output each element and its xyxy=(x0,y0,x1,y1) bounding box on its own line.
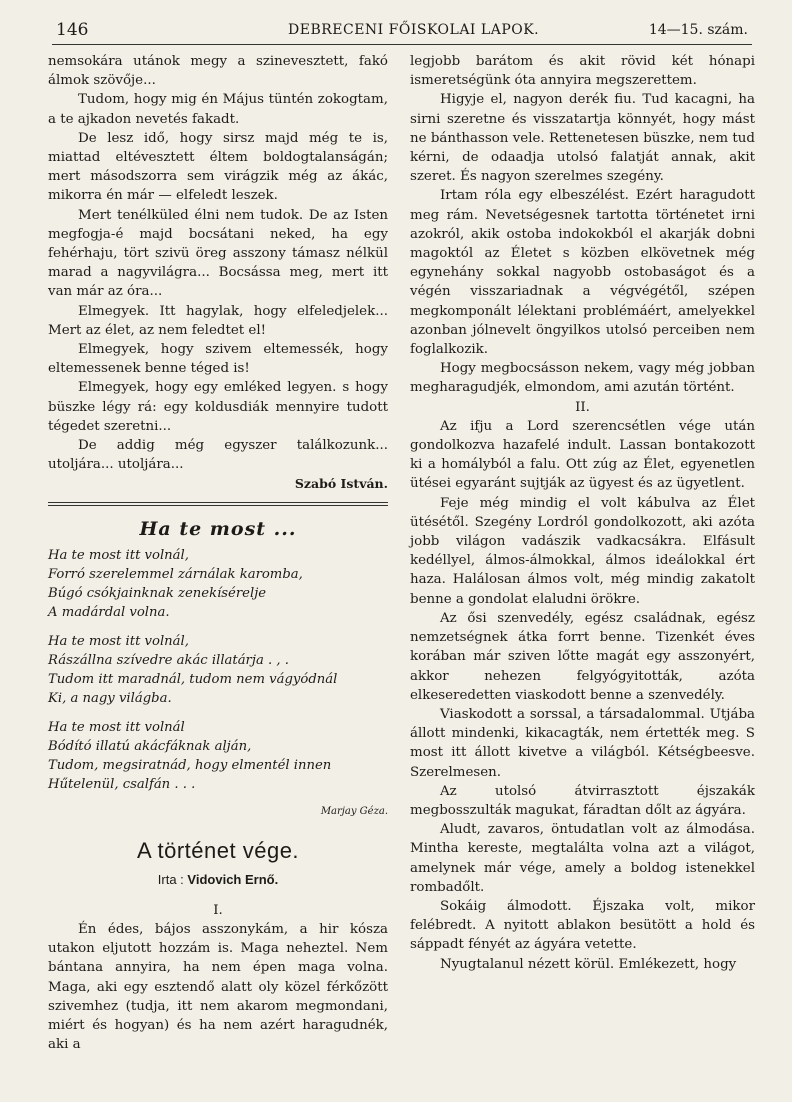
paragraph: nemsokára utánok megy a szinevesztett, fakó álmok szövője... xyxy=(48,54,388,89)
poem-line: Ha te most itt volnál, xyxy=(48,633,189,649)
story-body-left xyxy=(48,920,388,1054)
story-author xyxy=(48,870,388,889)
paragraph: Az ifju a Lord szerencsétlen vége után gondolkozva hazafelé indult. Lassan bontakozott ki a homályból a falu. Ott zúg az Élet, egyenetlen ütései egyaránt sujtják az ügyest és az ügyetlent. xyxy=(410,418,755,492)
author-name: Vidovich Ernő. xyxy=(187,871,279,887)
poem-line: Rászállna szívedre akác illatárja . , . xyxy=(48,652,289,668)
section-number-2: II. xyxy=(575,399,590,415)
poem-signature: Marjay Géza. xyxy=(320,805,388,817)
paragraph: Én édes, bájos asszonykám, a hir kósza utakon eljutott hozzám is. Maga neheztel. Nem bántana annyira, ha nem épen maga volna. Maga, aki egy esztendő alatt oly közel férkőzött szivemhez (tudja, itt nem akarom megmondani, miért és hogyan) és ha nem azért haragudnék, aki a xyxy=(48,922,388,1053)
poem-line: Ki, a nagy világba. xyxy=(48,690,172,706)
poem-line: Ha te most itt volnál, xyxy=(48,547,189,563)
paragraph: Irtam róla egy elbeszélést. Ezért haragudott meg rám. Nevetségesnek tartotta történetet irni azokról, akik ostoba indokokból el akarják dobni magoktól az Életet s közben elkövetnek még egynehány sokkal nagyobb ostobaságot és a végén visszariadnak a végvégétől, szépen megkomponált lélektani problémáért, amelyekkel azonban jólnevelt öngyilkos utolsó perceiben nem foglalkozik. xyxy=(410,188,755,358)
paragraph: Hogy megbocsásson nekem, vagy még jobban megharagudjék, elmondom, ami azután történt. xyxy=(410,361,755,396)
paragraph: Mert tenélküled élni nem tudok. De az Isten megfogja-é majd bocsátani neked, ha egy fehérhaju, tört szivü öreg asszony támasz nélkül marad a nagyvilágra... Bocsássa meg, mert itt van már az óra... xyxy=(48,207,388,300)
paragraph: Aludt, zavaros, öntudatlan volt az álmodása. Mintha kereste, megtalálta volna azt a világot, amelynek már vége, amely a boldog istenekkel rombadőlt. xyxy=(410,822,755,895)
poem xyxy=(48,546,388,794)
section-divider xyxy=(48,502,388,506)
paragraph: De addig még egyszer találkozunk... utoljára... utoljára... xyxy=(48,438,388,473)
paragraph: Az ősi szenvedély, egész családnak, egész nemzetségnek átka forrt benne. Tizenkét éves korában már sziven lőtte magát egy asszonyért, akkor nehezen felgyógyitották, azóta elkeseredetten viaskodott benne a szenvedély. xyxy=(410,610,755,703)
poem-line: Búgó csókjainknak zenekísérelje xyxy=(48,585,267,601)
story-title: A történet vége. xyxy=(136,837,300,863)
page-number: 146 xyxy=(56,20,89,40)
poem-line: Hűtelenül, csalfán . . . xyxy=(48,776,196,792)
story-body-right-part-2 xyxy=(410,417,755,974)
paragraph: legjobb barátom és akit rövid két hónapi ismeretségünk óta annyira megszerettem. xyxy=(410,54,755,89)
poem-line: Forró szerelemmel zárnálak karomba, xyxy=(48,566,303,582)
paragraph: Sokáig álmodott. Éjszaka volt, mikor felébredt. A nyitott ablakon besütött a hold és sáppadt fényét az ágyára vetette. xyxy=(410,898,755,953)
issue-number: 14—15. szám. xyxy=(648,22,748,38)
page-header xyxy=(56,18,748,42)
paragraph: Elmegyek, hogy egy emléked legyen. s hogy büszke légy rá: egy koldusdiák mennyire tudott tégedet szeretni... xyxy=(48,380,388,434)
paragraph: Tudom, hogy mig én Május tüntén zokogtam, a te ajkadon nevetés fakadt. xyxy=(48,92,388,127)
poem-line: A madárdal volna. xyxy=(48,604,170,620)
paragraph: Az utolsó átvirrasztott éjszakák megbosszulták magukat, fáradtan dőlt az ágyára. xyxy=(410,783,755,818)
journal-title: DEBRECENI FŐISKOLAI LAPOK. xyxy=(288,22,540,38)
paragraph: Elmegyek. Itt hagylak, hogy elfeledjelek... Mert az élet, az nem feledtet el! xyxy=(48,303,388,338)
paragraph: Feje még mindig el volt kábulva az Élet ütésétől. Szegény Lordról gondolkozott, aki azóta jobb világon vadászik vadkacsákra. Elfásult kedéllyel, álmos-álmokkal, álmos ideálokkal ért haza. Halálosan álmos volt, még mindig zakatolt benne a gondolat elaludni örökre. xyxy=(410,495,755,607)
poem-stanza xyxy=(48,632,388,708)
poem-stanza xyxy=(48,718,388,794)
author-prefix: Irta : xyxy=(157,871,184,887)
right-column xyxy=(410,52,755,974)
poem-line: Tudom itt maradnál, tudom nem vágyódnál xyxy=(48,671,338,687)
paragraph: Nyugtalanul nézett körül. Emlékezett, hogy xyxy=(440,956,737,972)
story-body-right-part-1 xyxy=(410,52,755,398)
paragraph: Higyje el, nagyon derék fiu. Tud kacagni, ha sirni szeretne és visszatartja könnyét, hogy mást ne bánthasson vele. Rettenetesen büszke, nem tud kérni, de odaadja utolsó falatját annak, akit szeret. És nagyon szerelmes szegény. xyxy=(410,92,755,185)
poem-title: Ha te most ... xyxy=(139,517,297,540)
left-column xyxy=(48,52,388,1055)
prose-letter xyxy=(48,52,388,474)
paragraph: De lesz idő, hogy sirsz majd még te is, miattad eltévesztett éltem boldogtalanságán; mert másodszorra sem virágzik még az ákác, mikorra én már — elfeledt leszek. xyxy=(48,130,388,204)
paragraph: Elmegyek, hogy szivem eltemessék, hogy eltemessenek benne téged is! xyxy=(48,342,388,377)
header-rule xyxy=(52,44,752,45)
poem-line: Bódító illatú akácfáknak alján, xyxy=(48,738,252,754)
poem-line: Ha te most itt volnál xyxy=(48,719,185,735)
prose-signature: Szabó István. xyxy=(294,476,388,492)
poem-stanza xyxy=(48,546,388,622)
paragraph: Viaskodott a sorssal, a társadalommal. Utjába állott mindenki, kikacagták, nem értették meg. S most itt állott kivetve a világból. Kétségbeesve. Szerelmesen. xyxy=(410,706,755,780)
poem-line: Tudom, megsiratnád, hogy elmentél innen xyxy=(48,757,332,773)
section-number-1: I. xyxy=(213,902,223,918)
